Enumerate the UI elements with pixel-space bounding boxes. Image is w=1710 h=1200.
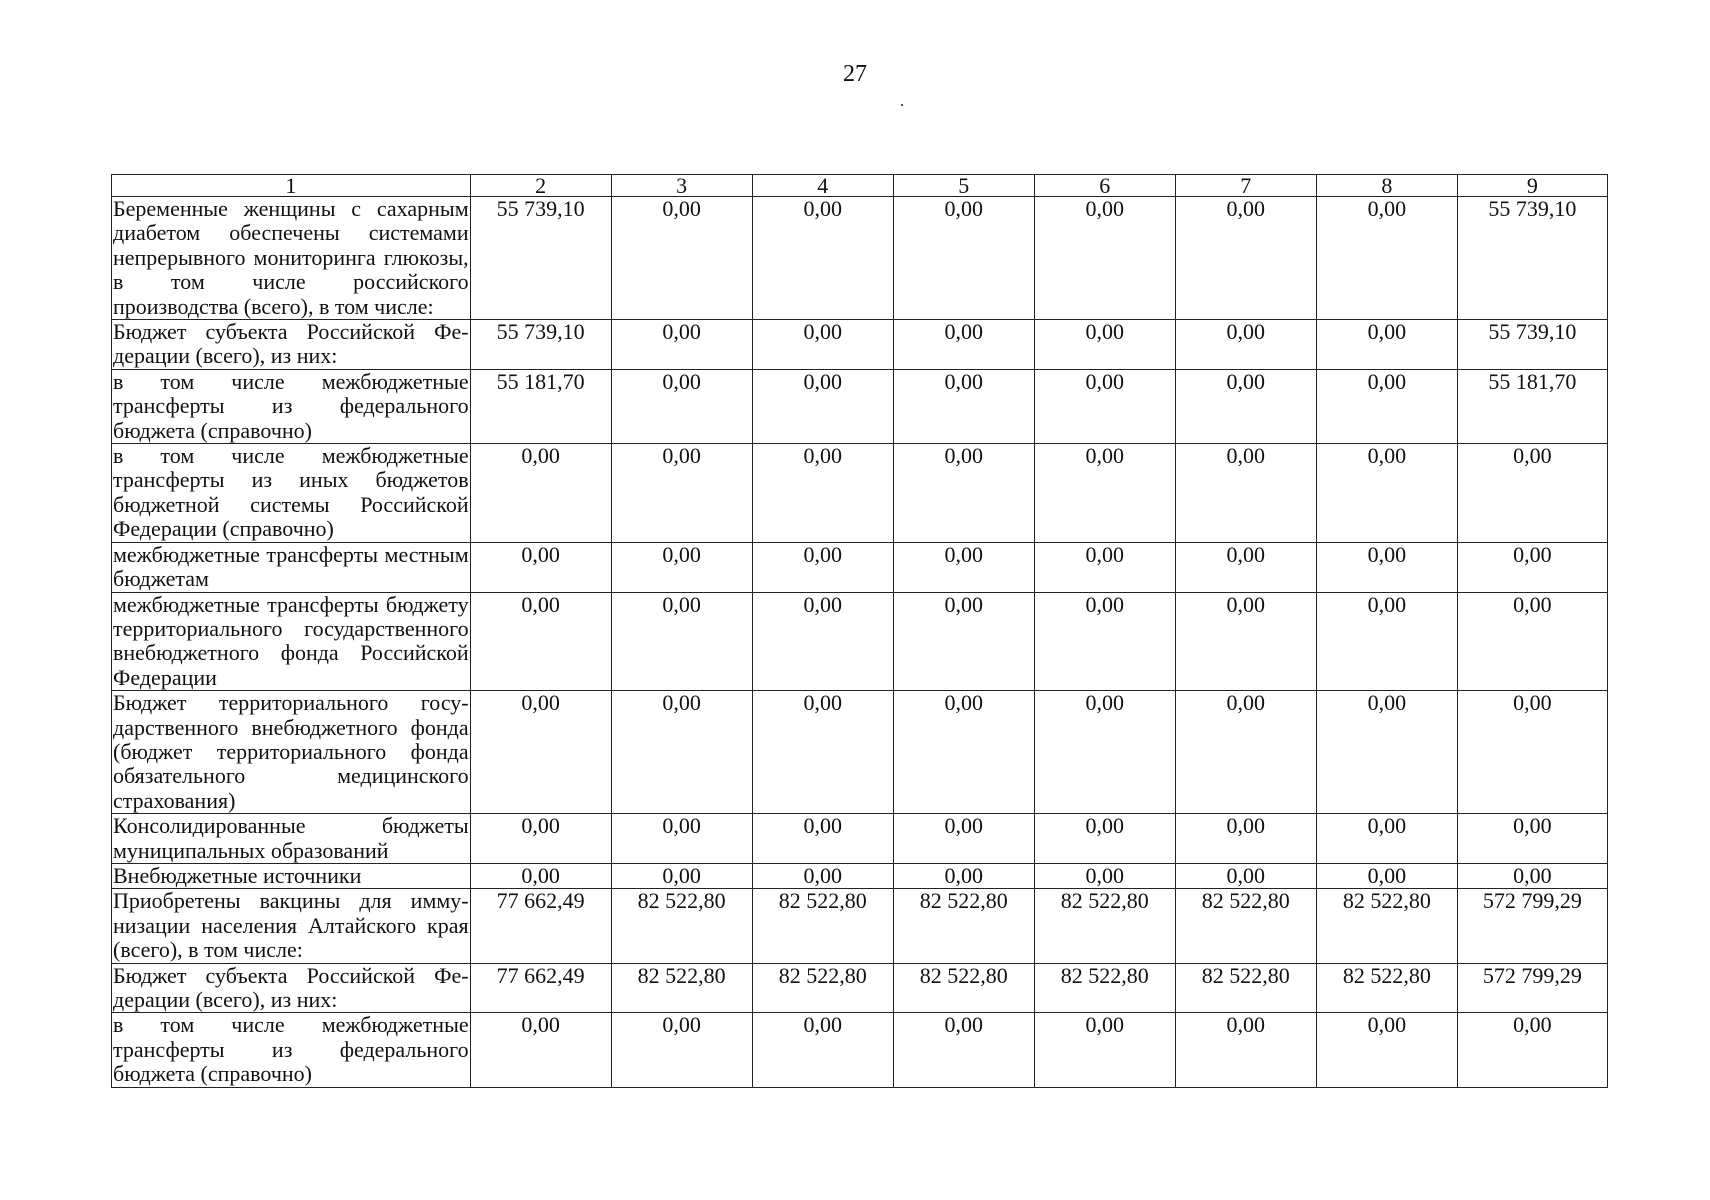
value-cell: 0,00 [893, 691, 1034, 814]
row-label-cell: в том числе межбюджетные трансферты из иных бюджетов бюджетной системы Российской Федерации (справочно) [113, 443, 469, 542]
row-total-cell: 0,00 [1457, 1013, 1607, 1087]
column-number-cell: 4 [752, 175, 893, 197]
row-label-cell: Консолидированные бюджеты муниципальных образований [113, 813, 469, 863]
row-total-cell: 0,00 [1457, 592, 1607, 691]
table-row [112, 691, 1608, 814]
column-number-cell: 6 [1034, 175, 1175, 197]
row-label-cell: Внебюджетные источники [112, 863, 471, 888]
value-cell: 82 522,80 [1034, 963, 1175, 1013]
value-cell: 0,00 [893, 814, 1034, 864]
value-cell: 0,00 [752, 592, 893, 691]
value-cell: 0,00 [752, 814, 893, 864]
column-number-cell: 7 [1175, 175, 1316, 197]
row-label-cell: межбюджетные трансферты бюджету территориального государственного внебюджетного фонда Российской Федерации [113, 591, 469, 690]
table-row [112, 863, 1608, 888]
value-cell: 0,00 [1316, 814, 1457, 864]
value-cell: 0,00 [1175, 691, 1316, 814]
row-total-cell: 0,00 [1457, 691, 1607, 814]
value-cell: 0,00 [893, 197, 1034, 320]
value-cell: 82 522,80 [1316, 963, 1457, 1013]
column-number-cell: 1 [112, 175, 471, 197]
value-cell: 0,00 [611, 197, 752, 320]
value-cell: 0,00 [1316, 197, 1457, 320]
row-label-cell: Бюджет субъекта Российской Федерации (всего), из них: [113, 319, 469, 369]
value-cell: 0,00 [1175, 863, 1316, 888]
value-cell: 0,00 [1034, 542, 1175, 592]
value-cell: 0,00 [1175, 197, 1316, 320]
row-label-cell: Бюджет субъекта Российской Федерации (всего), из них: [113, 962, 469, 1012]
value-cell: 0,00 [752, 1013, 893, 1087]
row-label-cell: Бюджет территориального государственного внебюджетного фонда (бюджет территориального фонда обязательного медицинского страхования) [113, 690, 469, 813]
value-cell: 82 522,80 [1034, 889, 1175, 963]
value-cell: 0,00 [893, 1013, 1034, 1087]
table-row [112, 889, 1608, 963]
value-cell: 0,00 [611, 320, 752, 370]
table-row [112, 814, 1608, 864]
value-cell: 0,00 [1175, 1013, 1316, 1087]
column-number-row [112, 175, 1608, 197]
value-cell: 0,00 [1316, 691, 1457, 814]
value-cell: 0,00 [611, 863, 752, 888]
value-cell: 0,00 [893, 444, 1034, 543]
value-cell: 82 522,80 [611, 963, 752, 1013]
table-row [112, 369, 1608, 443]
table-row [112, 197, 1608, 320]
row-total-cell: 0,00 [1457, 542, 1607, 592]
value-cell: 82 522,80 [1175, 889, 1316, 963]
value-cell: 82 522,80 [893, 963, 1034, 1013]
column-number-cell: 2 [470, 175, 611, 197]
row-total-cell: 0,00 [1457, 863, 1607, 888]
value-cell: 0,00 [470, 592, 611, 691]
value-cell: 0,00 [470, 863, 611, 888]
row-label-cell: Приобретены вакцины для иммунизации населения Алтайского края (всего), в том числе: [113, 888, 469, 963]
row-label-cell: в том числе межбюджетные трансферты из федерального бюджета (справочно) [113, 368, 469, 443]
value-cell: 0,00 [611, 691, 752, 814]
table-row [112, 542, 1608, 592]
value-cell: 82 522,80 [752, 889, 893, 963]
value-cell: 0,00 [1175, 592, 1316, 691]
value-cell: 0,00 [611, 444, 752, 543]
value-cell: 0,00 [893, 542, 1034, 592]
table-row [112, 963, 1608, 1013]
value-cell: 0,00 [1034, 320, 1175, 370]
value-cell: 0,00 [1034, 1013, 1175, 1087]
column-number-cell: 9 [1457, 175, 1607, 197]
table-row [112, 1013, 1608, 1087]
value-cell: 0,00 [470, 814, 611, 864]
value-cell: 0,00 [752, 197, 893, 320]
value-cell: 0,00 [752, 369, 893, 443]
value-cell: 77 662,49 [470, 889, 611, 963]
table-row [112, 444, 1608, 543]
value-cell: 55 739,10 [470, 197, 611, 320]
row-total-cell: 55 181,70 [1457, 369, 1607, 443]
row-total-cell: 55 739,10 [1457, 320, 1607, 370]
column-number-cell: 5 [893, 175, 1034, 197]
value-cell: 0,00 [1034, 814, 1175, 864]
value-cell: 0,00 [1034, 444, 1175, 543]
value-cell: 0,00 [1034, 592, 1175, 691]
value-cell: 0,00 [893, 863, 1034, 888]
value-cell: 0,00 [1175, 542, 1316, 592]
column-number-cell: 8 [1316, 175, 1457, 197]
column-number-cell: 3 [611, 175, 752, 197]
row-label-cell: Беременные женщины с сахарным диабетом обеспечены системами непрерывного мониторинга глюкозы, в том числе российского производства (всего), в том числе: [113, 196, 469, 319]
value-cell: 0,00 [1316, 542, 1457, 592]
page-number: 27 [843, 61, 867, 87]
value-cell: 77 662,49 [470, 963, 611, 1013]
value-cell: 0,00 [1175, 814, 1316, 864]
value-cell: 0,00 [752, 320, 893, 370]
table-row [112, 320, 1608, 370]
value-cell: 0,00 [611, 814, 752, 864]
scan-speck [901, 104, 903, 106]
value-cell: 0,00 [1175, 320, 1316, 370]
value-cell: 0,00 [893, 592, 1034, 691]
value-cell: 0,00 [752, 444, 893, 543]
value-cell: 0,00 [1034, 197, 1175, 320]
row-total-cell: 55 739,10 [1457, 197, 1607, 320]
value-cell: 0,00 [893, 320, 1034, 370]
value-cell: 0,00 [470, 542, 611, 592]
value-cell: 82 522,80 [1175, 963, 1316, 1013]
row-label-cell: в том числе межбюджетные трансферты из федерального бюджета (справочно) [113, 1012, 469, 1087]
value-cell: 0,00 [1316, 444, 1457, 543]
row-total-cell: 572 799,29 [1457, 963, 1607, 1013]
value-cell: 0,00 [1316, 863, 1457, 888]
value-cell: 82 522,80 [893, 889, 1034, 963]
value-cell: 0,00 [470, 691, 611, 814]
row-label-cell: межбюджетные трансферты местным бюджетам [113, 541, 469, 592]
value-cell: 0,00 [1175, 444, 1316, 543]
value-cell: 0,00 [611, 1013, 752, 1087]
value-cell: 0,00 [1316, 592, 1457, 691]
value-cell: 55 181,70 [470, 369, 611, 443]
value-cell: 0,00 [1316, 320, 1457, 370]
row-total-cell: 572 799,29 [1457, 889, 1607, 963]
value-cell: 82 522,80 [611, 889, 752, 963]
budget-table-body [112, 175, 1608, 1088]
value-cell: 0,00 [1034, 369, 1175, 443]
value-cell: 0,00 [611, 542, 752, 592]
value-cell: 55 739,10 [470, 320, 611, 370]
value-cell: 0,00 [611, 592, 752, 691]
value-cell: 0,00 [1175, 369, 1316, 443]
value-cell: 0,00 [752, 691, 893, 814]
budget-table [111, 174, 1608, 1088]
value-cell: 0,00 [752, 542, 893, 592]
value-cell: 0,00 [1316, 369, 1457, 443]
value-cell: 0,00 [470, 444, 611, 543]
value-cell: 0,00 [1316, 1013, 1457, 1087]
value-cell: 0,00 [1034, 691, 1175, 814]
value-cell: 0,00 [893, 369, 1034, 443]
value-cell: 0,00 [752, 863, 893, 888]
value-cell: 0,00 [470, 1013, 611, 1087]
row-total-cell: 0,00 [1457, 814, 1607, 864]
value-cell: 0,00 [611, 369, 752, 443]
value-cell: 82 522,80 [752, 963, 893, 1013]
value-cell: 82 522,80 [1316, 889, 1457, 963]
table-row [112, 592, 1608, 691]
row-total-cell: 0,00 [1457, 444, 1607, 543]
value-cell: 0,00 [1034, 863, 1175, 888]
